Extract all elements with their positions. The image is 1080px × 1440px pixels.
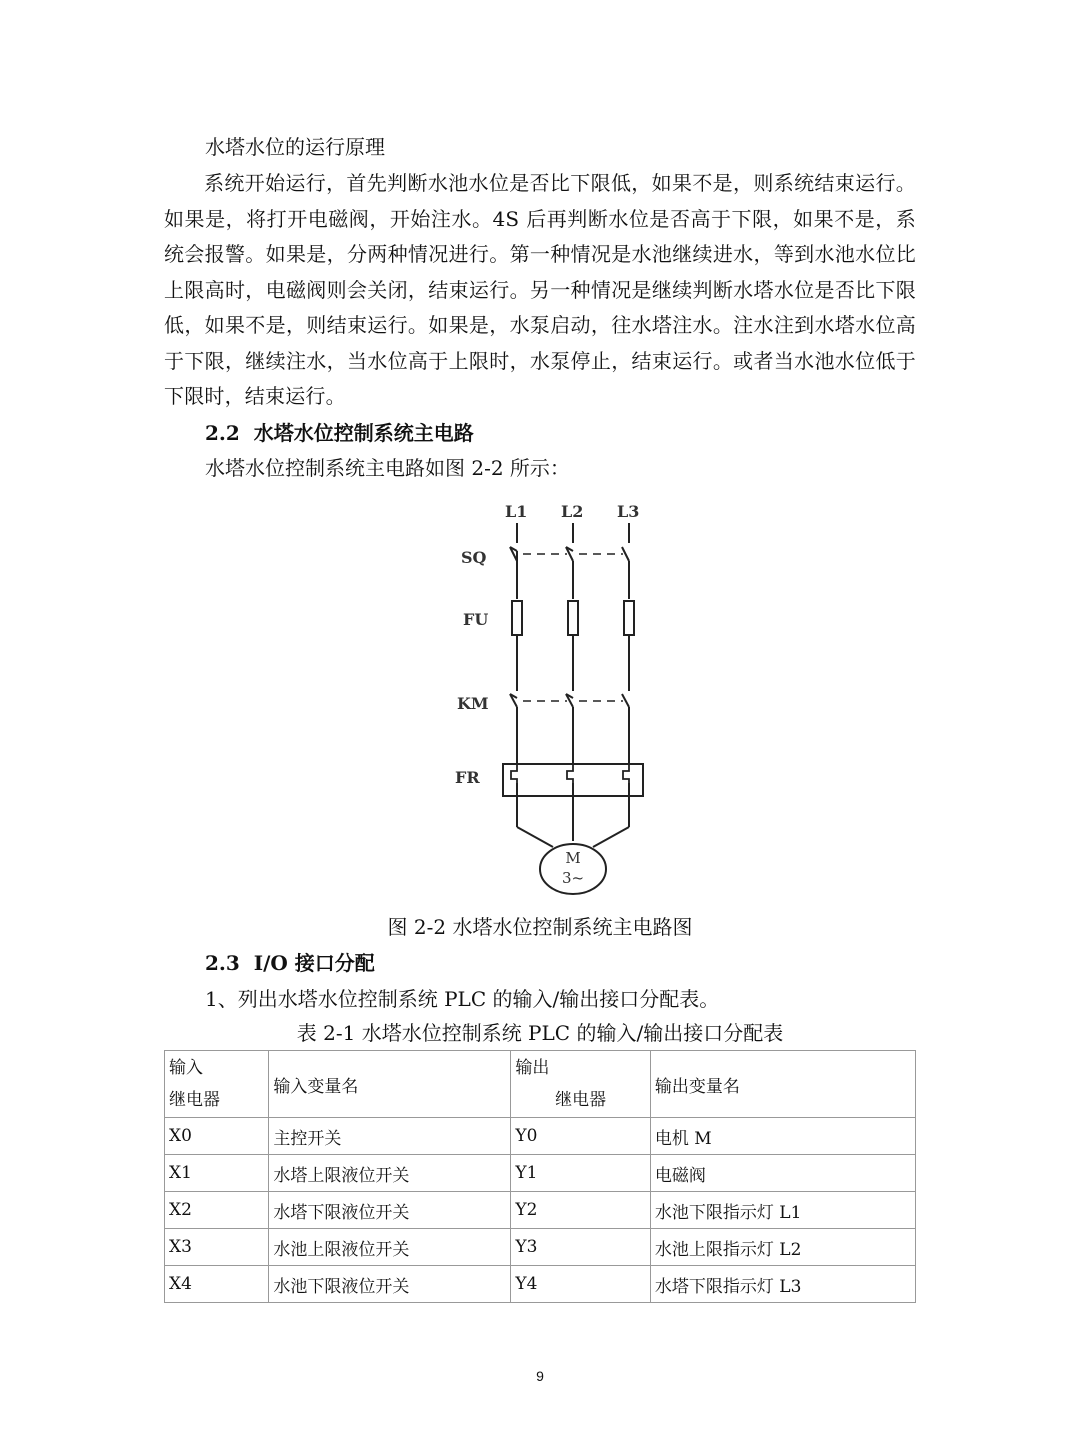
header-output-var: 输出变量名 — [650, 1051, 915, 1118]
table-caption: 表 2-1 水塔水位控制系统 PLC 的输入/输出接口分配表 — [296, 1021, 784, 1045]
table-row — [165, 1118, 916, 1155]
header-output-relay-line2: 继电器 — [555, 1090, 607, 1110]
cell-output-var: 水塔下限指示灯 L3 — [650, 1266, 915, 1303]
table-row — [165, 1229, 916, 1266]
cell-input-var: 水塔上限液位开关 — [269, 1155, 511, 1192]
cell-input-var: 水塔下限液位开关 — [269, 1192, 511, 1229]
header-input-relay — [165, 1051, 269, 1118]
contactor-label: KM — [457, 694, 489, 713]
cell-output-var: 水池下限指示灯 L1 — [650, 1192, 915, 1229]
table-row — [165, 1155, 916, 1192]
header-output-relay — [511, 1051, 651, 1118]
list-item-1: 1、列出水塔水位控制系统 PLC 的输入/输出接口分配表。 — [205, 987, 720, 1011]
heading-2-2-title: 水塔水位控制系统主电路 — [253, 421, 474, 445]
main-circuit-diagram — [455, 497, 655, 897]
cell-input-relay: X2 — [165, 1192, 269, 1229]
cell-output-relay: Y0 — [511, 1118, 651, 1155]
cell-output-var: 电磁阀 — [650, 1155, 915, 1192]
header-input-var: 输入变量名 — [269, 1051, 511, 1118]
cell-input-relay: X1 — [165, 1155, 269, 1192]
header-input-relay-line2: 继电器 — [169, 1090, 220, 1110]
heading-2-3-title: I/O 接口分配 — [253, 951, 375, 975]
cell-input-relay: X3 — [165, 1229, 269, 1266]
page-number: 9 — [536, 1368, 544, 1384]
cell-output-var: 水池上限指示灯 L2 — [650, 1229, 915, 1266]
header-input-relay-line1: 输入 — [169, 1058, 203, 1078]
heading-2-2 — [205, 418, 474, 448]
cell-output-relay: Y1 — [511, 1155, 651, 1192]
section-title: 水塔水位的运行原理 — [205, 135, 385, 159]
cell-output-relay: Y2 — [511, 1192, 651, 1229]
cell-input-var: 水池上限液位开关 — [269, 1229, 511, 1266]
cell-input-var: 主控开关 — [269, 1118, 511, 1155]
cell-output-relay: Y4 — [511, 1266, 651, 1303]
relay-label: FR — [455, 768, 480, 787]
cell-output-relay: Y3 — [511, 1229, 651, 1266]
phase-labels — [505, 502, 639, 521]
cell-input-relay: X4 — [165, 1266, 269, 1303]
table-header-row — [165, 1051, 916, 1118]
figure-caption: 图 2-2 水塔水位控制系统主电路图 — [387, 915, 693, 939]
phase-label-l1: L1 — [505, 502, 528, 521]
table-row — [165, 1266, 916, 1303]
table-row — [165, 1192, 916, 1229]
cell-input-var: 水池下限液位开关 — [269, 1266, 511, 1303]
phase-wire-l2 — [566, 523, 578, 841]
header-output-relay-line1: 输出 — [515, 1058, 550, 1078]
heading-2-3-number: 2.3 — [205, 951, 240, 975]
phase-wire-l3 — [622, 523, 634, 827]
phase-label-l2: L2 — [561, 502, 584, 521]
fuse-label: FU — [463, 610, 489, 629]
cell-input-relay: X0 — [165, 1118, 269, 1155]
heading-2-2-number: 2.2 — [205, 421, 240, 445]
phase-label-l3: L3 — [617, 502, 640, 521]
io-allocation-table — [164, 1050, 916, 1303]
heading-2-3 — [205, 948, 375, 978]
phase-wire-l1 — [510, 523, 522, 827]
thermal-relay-elements — [511, 765, 629, 783]
operation-principle-paragraph: 系统开始运行，首先判断水池水位是否比下限低，如果不是，则系统结束运行。如果是，将打开电磁阀，开始注水。4S 后再判断水位是否高于下限，如果不是，系统会报警。如果是，分两种情况进行。第一种情况是水池继续进水，等到水池水位比上限高时，电磁阀则会关闭，结束运行。另一种情况是继续判断水塔水位是否比下限低，如果不是，则结束运行。如果是，水泵启动，往水塔注水。注水注到水塔水位高于下限，继续注水，当水位高于上限时，水泵停止，结束运行。或者当水池水位低于下限时，结束运行。 — [164, 171, 916, 408]
motor-label-3phase: 3~ — [561, 869, 585, 887]
motor-label-m: M — [565, 849, 581, 867]
switch-label: SQ — [461, 548, 487, 567]
intro-2-2: 水塔水位控制系统主电路如图 2-2 所示： — [205, 456, 570, 480]
cell-output-var: 电机 M — [650, 1118, 915, 1155]
